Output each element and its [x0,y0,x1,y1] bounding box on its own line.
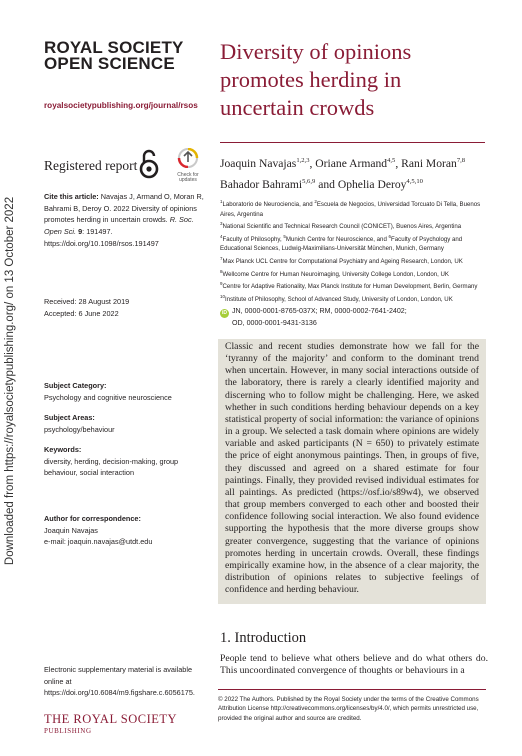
affiliation-marker: 5 [283,233,286,239]
author-affiliation-marker: 7,8 [456,157,466,164]
affiliation-marker: 10 [220,293,226,299]
affiliation-marker: 7 [220,256,223,262]
orcid-block [220,306,488,329]
affiliation-text: National Scientific and Technical Research Council (CONICET), Buenos Aires, Argentina [222,223,462,231]
orcid-icon: iD [222,310,227,316]
open-access-icon [139,148,159,180]
author-name: Joaquin Navajas [220,156,297,170]
journal-logo [44,40,184,72]
article-title: Diversity of opinions promotes herding in uncertain crowds [220,39,412,120]
author-affiliation-marker: 5,6,9 [302,177,316,185]
affiliation-item [220,292,488,305]
affiliation-marker: 1 [220,199,223,204]
author-separator: , [395,156,402,170]
keywords-value: diversity, herding, decision-making, group behaviour, social interaction [44,456,179,478]
author-name: Bahador Bahrami [220,177,303,191]
affiliation-text: Institute of Philosophy, School of Advanced Study, University of London, London, UK [225,295,453,303]
registered-report-label: Registered report [44,158,138,173]
journal-name-line1: ROYAL SOCIETY [44,38,184,57]
citation-doi-link[interactable]: https://doi.org/10.1098/rsos.191497 [44,238,159,248]
publisher-line1: THE ROYAL SOCIETY [44,712,178,726]
esm-notice: Electronic supplementary material is available online at https://doi.org/10.6084/m9.figshare.c.6056175. [44,665,195,698]
affiliation-item [220,232,488,254]
received-date: Received: 28 August 2019 [44,297,130,306]
affiliation-marker: 4 [220,233,223,239]
affiliation-list [220,197,488,305]
orcid-ids-line2[interactable]: OD, 0000-0001-9431-3136 [232,319,317,327]
affiliation-text: Munich Centre for Neuroscience, and [285,235,389,243]
abstract-box [218,339,486,604]
author-name: Rani Moran [401,156,457,170]
subject-category-value: Psychology and cognitive neuroscience [44,392,172,402]
affiliation-item [220,254,488,267]
download-sidebar [0,0,20,756]
affiliation-text: Faculty of Psychology and Educational Sciences, Ludwig-Maximilians-Universität München, Munich, Germany [220,235,463,253]
check-for-updates-icon [177,148,199,168]
correspondence-label: Author for correspondence: [44,514,141,523]
affiliation-marker: 6 [388,233,392,239]
author-affiliation-marker: 1,2,3 [296,157,310,164]
author-affiliation-marker: 4,5 [387,157,396,164]
introduction-text: People tend to believe what others believe and do what others do. This uncoordinated convergence of thoughts or behaviours in a [220,653,488,677]
publisher-logo [44,712,177,735]
correspondence-block [44,513,204,548]
check-for-updates-button[interactable] [170,148,206,183]
affiliation-text: Escuela de Negocios, Universidad Torcuato Di Tella, Buenos Aires, Argentina [220,201,481,218]
subject-category-block [44,380,204,403]
correspondence-name: Joaquin Navajas [44,525,98,535]
author-separator: , [309,156,316,170]
introduction-heading: 1. Introduction [220,630,307,646]
affiliation-item [220,219,488,232]
affiliation-text: Centre for Adaptive Rationality, Max Planck Institute for Human Development, Berlin, Germany [222,283,478,291]
citation-text: Navajas J, Armand O, Moran R, Bahrami B, Deroy O. 2022 Diversity of opinions promotes herding in uncertain crowds. [44,192,204,225]
citation-journal: R. Soc. Open Sci. [44,215,194,237]
affiliation-text: Laboratorio de Neurociencia, and [222,201,315,209]
publisher-line2: PUBLISHING [44,727,92,735]
title-divider [220,142,485,143]
subject-areas-value: psychology/behaviour [44,424,115,434]
affiliation-marker: 8 [220,268,223,274]
citation-pages: : 191497. [82,227,113,237]
journal-url-link[interactable]: royalsocietypublishing.org/journal/rsos [44,101,198,110]
subject-areas-block [44,412,204,435]
keywords-label: Keywords: [44,445,82,454]
accepted-date: Accepted: 6 June 2022 [44,308,119,318]
registered-report-row [44,148,204,183]
affiliation-marker: 2 [314,199,317,204]
affiliation-marker: 9 [220,281,223,287]
subject-areas-label: Subject Areas: [44,413,95,422]
affiliation-text: Faculty of Philosophy, [222,235,284,243]
affiliation-text: Wellcome Centre for Human Neuroimaging, University College London, London, UK [222,270,450,278]
license-notice: © 2022 The Authors. Published by the Royal Society under the terms of the Creative Commons Attribution License http://creativecommons.org/licenses/by/4.0/, which permits unrestricted use, provided the original author and source are credited. [218,689,486,736]
author-name: Ophelia Deroy [337,177,407,191]
author-separator: and [315,177,338,191]
author-list [220,152,488,194]
author-affiliation-marker: 4,5,10 [406,177,423,185]
correspondence-email-link[interactable]: e-mail: joaquin.navajas@utdt.edu [44,537,153,547]
subject-category-label: Subject Category: [44,381,107,390]
affiliation-marker: 3 [220,221,223,227]
affiliation-item [220,197,488,219]
dates-block [44,296,204,319]
abstract-text: Classic and recent studies demonstrate how we fall for the ‘tyranny of the majority’ and conform to the dominant trend when uncertain. However, in many social interactions outside of the laboratory, there is rarely a clearly identified majority and discerning who to follow might be challenging. Here, we asked whether in such conditions herding behaviour depends on a key statistical property of social information: the variance of opinions in a group. We selected a task domain where opinions are widely variable and asked participants (N = 650) to privately estimate the price of eight anonymous paintings. Then, in groups of five, they discussed and agreed on a shared estimate for four paintings. Finally, they provided revised individual estimates for all paintings. As predicted (https://osf.io/s89w4), we observed that group members converged to each other and boosted their confidence following social interaction. We also found evidence supporting the hypothesis that the more diverse groups show greater convergence, suggesting that the variance of opinions promotes herding in uncertain crowds. Overall, these findings empirically examine how, in the absence of a clear majority, the distribution of opinions relates to subjective feelings of confidence and herding behaviour. [225,341,479,596]
download-notice: Downloaded from https://royalsocietypublishing.org/ on 13 October 2022 [4,196,16,566]
author-name: Oriane Armand [315,156,388,170]
citation-block [44,191,204,250]
affiliation-text: Max Planck UCL Centre for Computational Psychiatry and Ageing Research, London, UK [222,258,463,266]
affiliation-item [220,267,488,280]
orcid-ids-line1[interactable]: JN, 0000-0001-8765-037X; RM, 0000-0002-7641-2402; [232,307,407,315]
check-for-updates-line1: Check for [177,172,199,178]
keywords-block [44,444,204,479]
check-for-updates-line2: updates [179,177,197,183]
affiliation-item [220,279,488,292]
journal-name-line2: OPEN SCIENCE [44,54,175,73]
citation-label: Cite this article: [44,192,99,201]
citation-volume: 9 [76,227,83,237]
